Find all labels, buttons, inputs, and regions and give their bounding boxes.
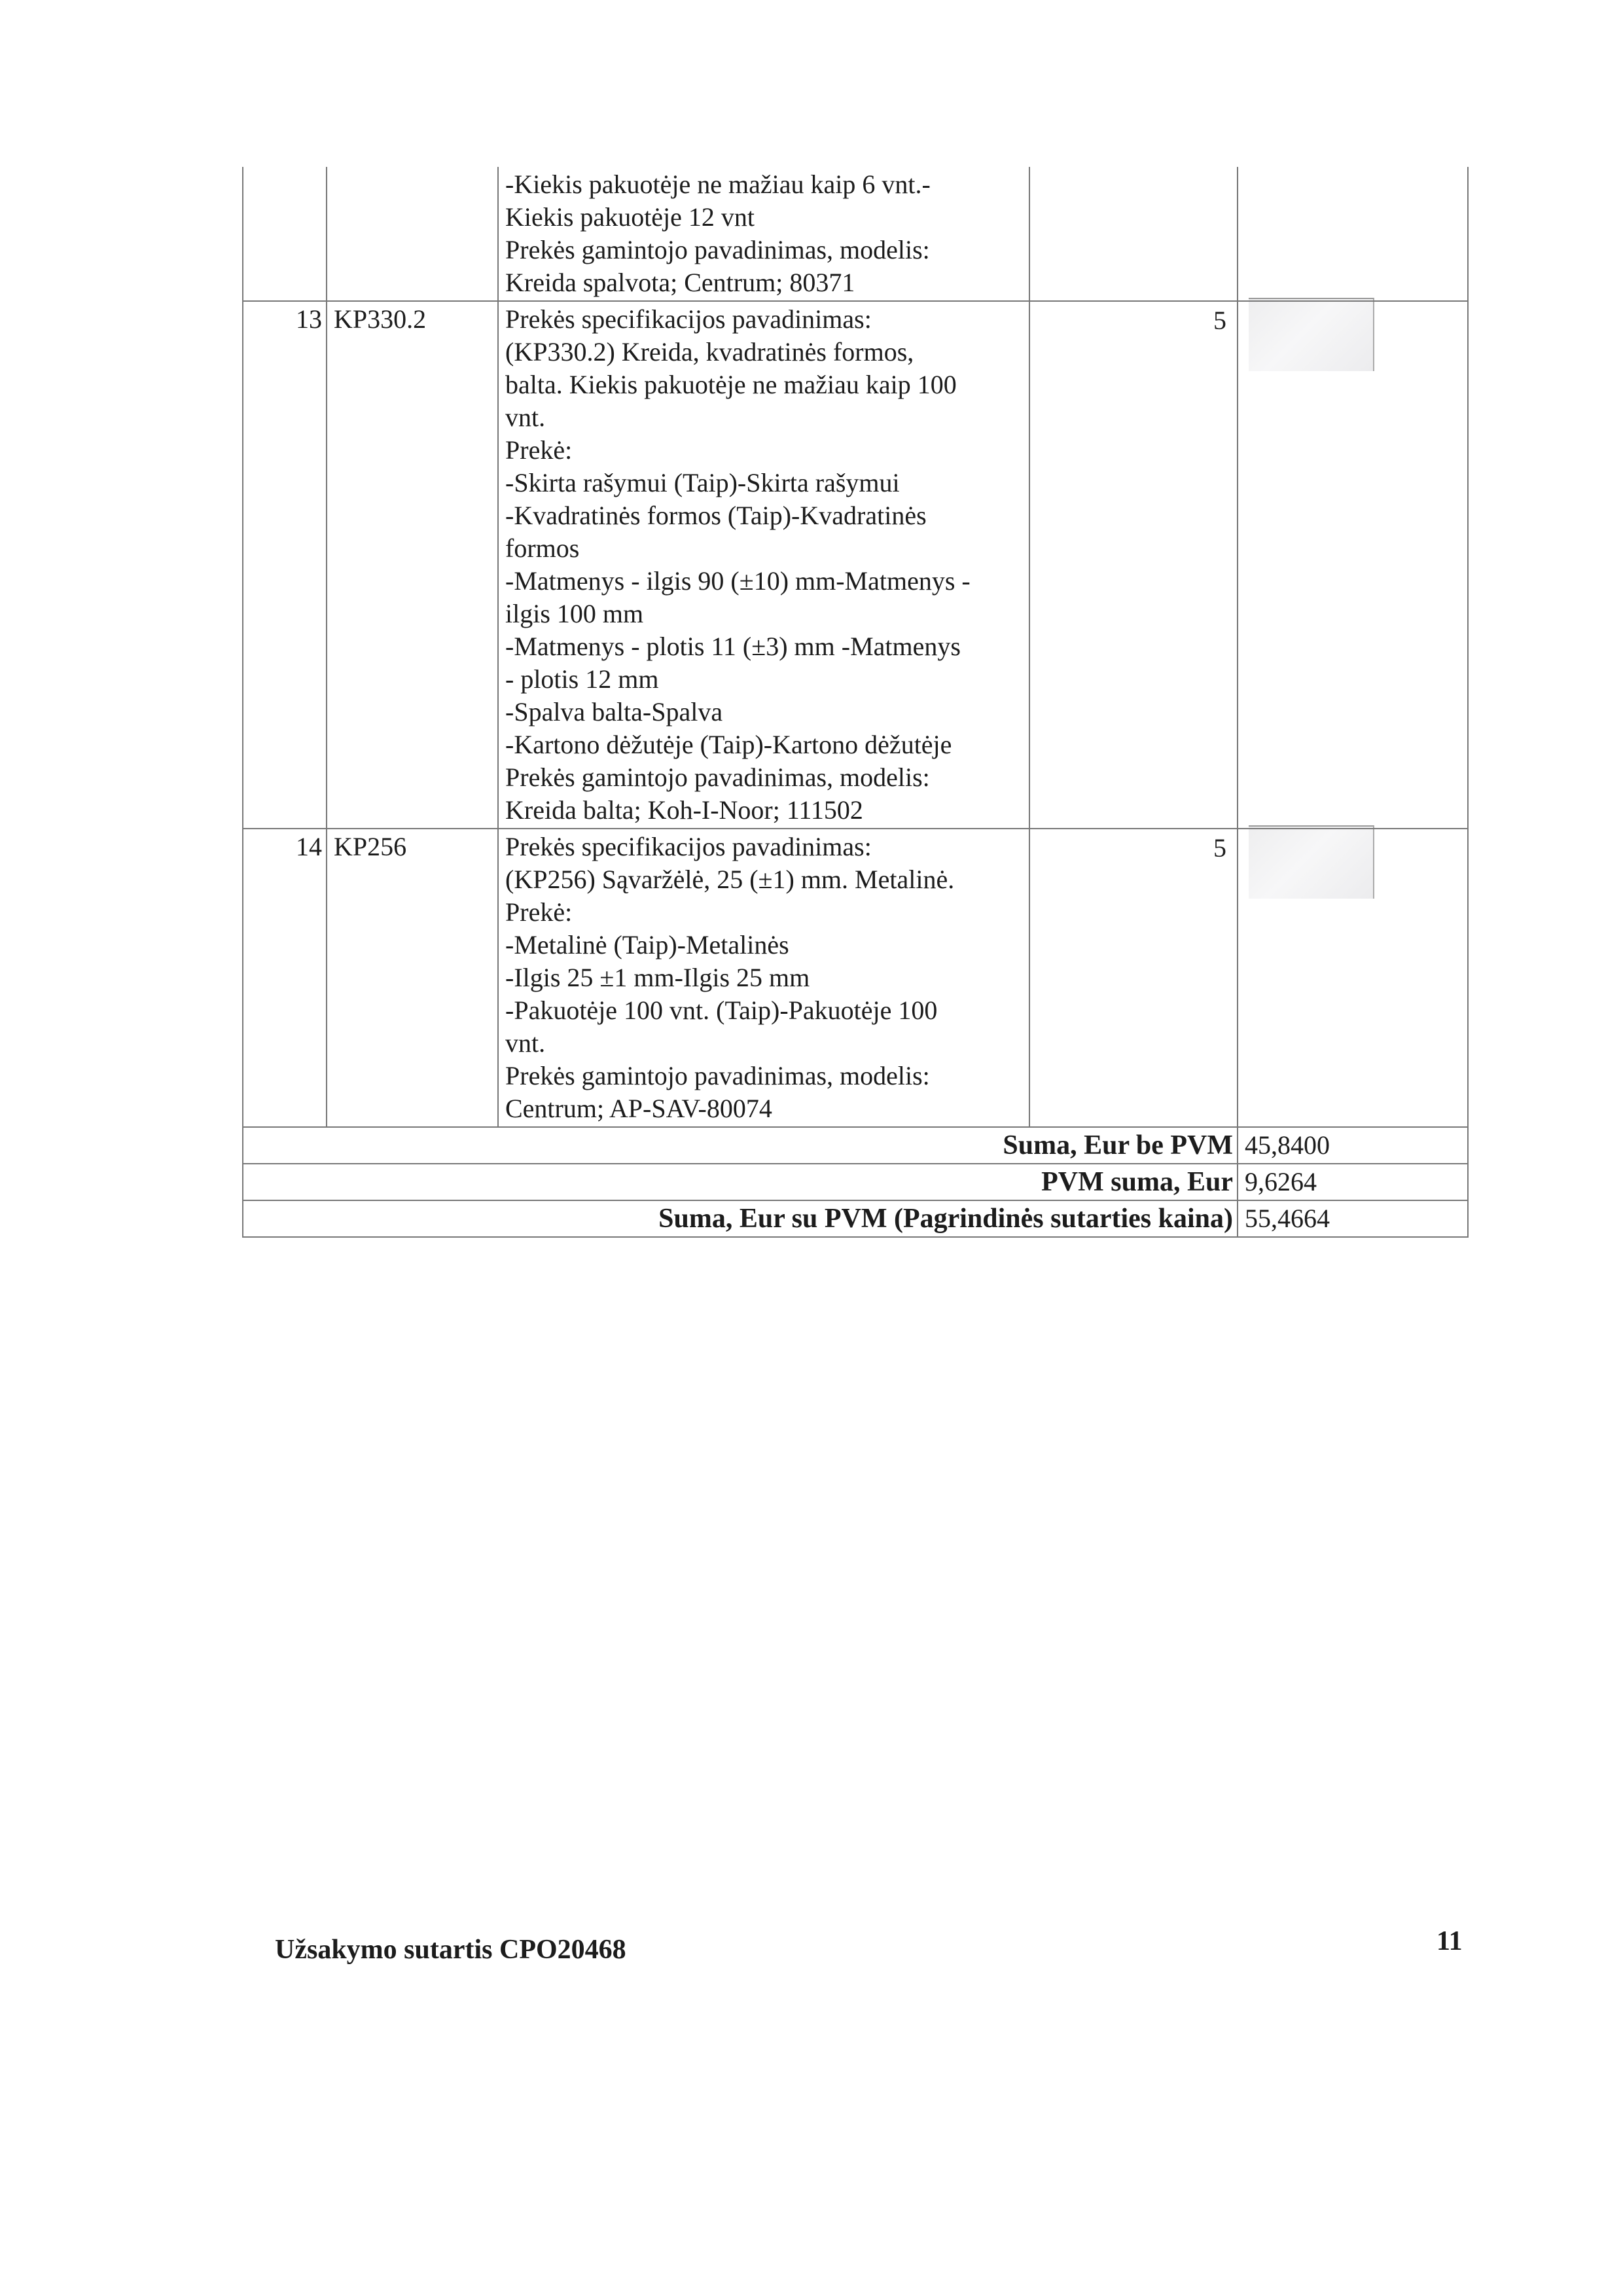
item-number: 14 <box>243 829 327 1127</box>
description-line: balta. Kiekis pakuotėje ne mažiau kaip 100 <box>505 370 957 399</box>
totals-row-vat <box>243 1164 1468 1200</box>
item-code: KP330.2 <box>327 301 498 829</box>
item-quantity <box>1029 301 1238 829</box>
item-quantity <box>1029 167 1238 301</box>
description-line: ilgis 100 mm <box>505 599 644 628</box>
items-body <box>243 167 1468 1127</box>
description-line: formos <box>505 533 580 563</box>
item-quantity <box>1029 829 1238 1127</box>
description-line: -Metalinė (Taip)-Metalinės <box>505 930 789 960</box>
description-line: -Skirta rašymui (Taip)-Skirta rašymui <box>505 468 900 497</box>
description-line: vnt. <box>505 1028 546 1058</box>
description-line: Prekės gamintojo pavadinimas, modelis: <box>505 1061 930 1090</box>
totals-label: Suma, Eur be PVM <box>243 1127 1238 1164</box>
description-line: Prekė: <box>505 435 573 465</box>
totals-value: 55,4664 <box>1238 1200 1468 1237</box>
quantity-value: 5 <box>1213 306 1226 335</box>
table-row <box>243 829 1468 1127</box>
item-description <box>498 829 1029 1127</box>
description-line: -Kvadratinės formos (Taip)-Kvadratinės <box>505 501 927 530</box>
description-line: Prekės specifikacijos pavadinimas: <box>505 304 872 334</box>
item-description <box>498 167 1029 301</box>
item-price <box>1238 301 1468 829</box>
redacted-price <box>1249 298 1374 371</box>
table-row <box>243 301 1468 829</box>
page-number: 11 <box>1436 1926 1463 1956</box>
description-line: Kiekis pakuotėje 12 vnt <box>505 202 755 232</box>
item-price <box>1238 167 1468 301</box>
item-code: KP256 <box>327 829 498 1127</box>
totals-row-gross <box>243 1200 1468 1237</box>
table-row <box>243 167 1468 301</box>
item-description <box>498 301 1029 829</box>
description-line: Kreida spalvota; Centrum; 80371 <box>505 268 855 297</box>
item-code <box>327 167 498 301</box>
description-line: Prekės gamintojo pavadinimas, modelis: <box>505 762 930 792</box>
redacted-price <box>1249 825 1374 899</box>
description-line: -Ilgis 25 ±1 mm-Ilgis 25 mm <box>505 963 810 992</box>
totals-value: 9,6264 <box>1238 1164 1468 1200</box>
description-line: Kreida balta; Koh-I-Noor; 111502 <box>505 795 863 825</box>
quantity-value: 5 <box>1213 833 1226 863</box>
description-line: -Pakuotėje 100 vnt. (Taip)-Pakuotėje 100 <box>505 996 938 1025</box>
description-line: (KP330.2) Kreida, kvadratinės formos, <box>505 337 914 367</box>
item-number <box>243 167 327 301</box>
description-line: Centrum; AP-SAV-80074 <box>505 1094 772 1123</box>
totals-value: 45,8400 <box>1238 1127 1468 1164</box>
description-line: (KP256) Sąvaržėlė, 25 (±1) mm. Metalinė. <box>505 865 955 894</box>
description-line: -Spalva balta-Spalva <box>505 697 723 726</box>
description-line: Prekės gamintojo pavadinimas, modelis: <box>505 235 930 264</box>
order-items-table <box>242 167 1469 1238</box>
description-line: - plotis 12 mm <box>505 664 659 694</box>
description-line: -Matmenys - plotis 11 (±3) mm -Matmenys <box>505 632 961 661</box>
totals-label: Suma, Eur su PVM (Pagrindinės sutarties kaina) <box>243 1200 1238 1237</box>
description-line: -Kiekis pakuotėje ne mažiau kaip 6 vnt.- <box>505 170 931 199</box>
totals-label: PVM suma, Eur <box>243 1164 1238 1200</box>
contract-title: Užsakymo sutartis CPO20468 <box>275 1935 626 1965</box>
description-line: -Matmenys - ilgis 90 (±10) mm-Matmenys - <box>505 566 971 596</box>
description-line: Prekė: <box>505 897 573 927</box>
totals-row-net <box>243 1127 1468 1164</box>
totals-body <box>243 1127 1468 1237</box>
description-line: Prekės specifikacijos pavadinimas: <box>505 832 872 861</box>
item-price <box>1238 829 1468 1127</box>
item-number: 13 <box>243 301 327 829</box>
description-line: -Kartono dėžutėje (Taip)-Kartono dėžutėje <box>505 730 952 759</box>
description-line: vnt. <box>505 403 546 432</box>
